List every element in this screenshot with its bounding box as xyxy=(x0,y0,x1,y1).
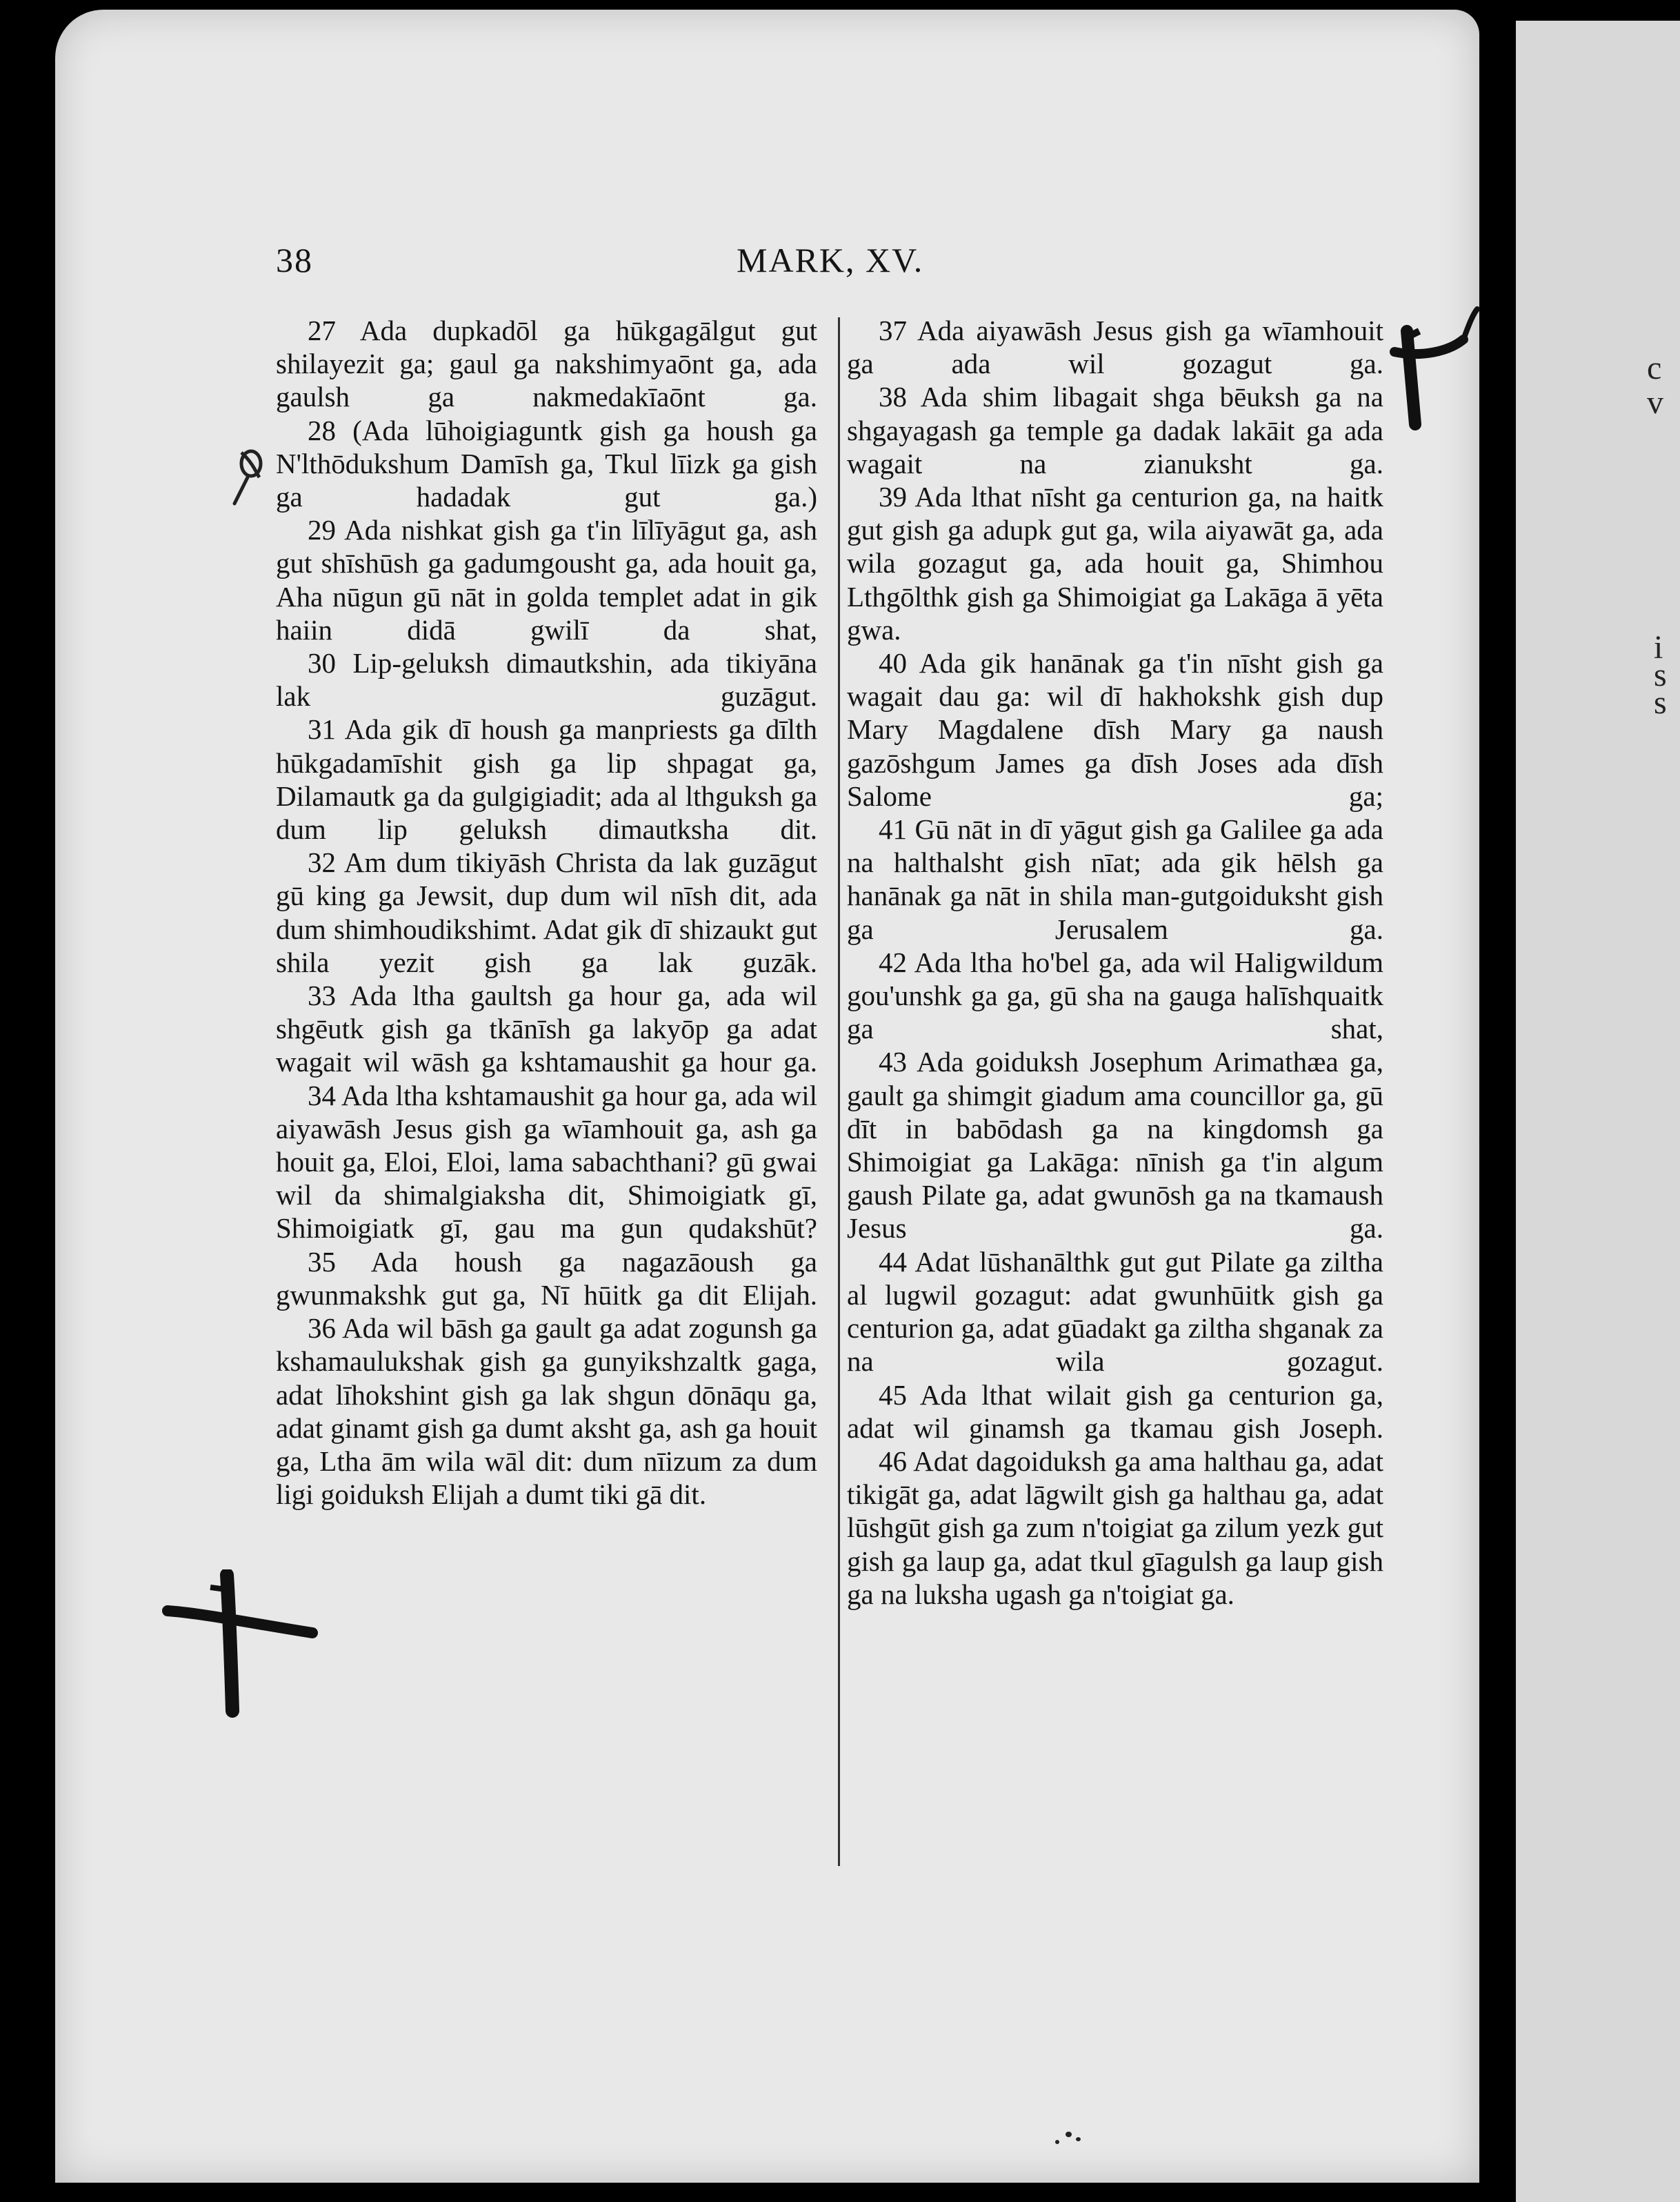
verse-32: 32 Am dum tikiyāsh Christa da lak guzāgut gū king ga Jewsit, dup dum wil nīsh dit, ada dum shimhoudikshimt. Adat gik dī shizaukt gut shila yezit gish ga lak guzāk. xyxy=(276,846,817,978)
column-divider xyxy=(838,317,840,1866)
verse-33: 33 Ada ltha gaultsh ga hour ga, ada wil shgēutk gish ga tkānīsh ga lakyōp ga adat wagait wil wāsh ga kshtamaushit ga hour ga. xyxy=(276,980,817,1078)
verse-43: 43 Ada goiduksh Josephum Arimathæa ga, gault ga shimgit giadum ama councillor ga, gū dīt in babōdash ga na kingdomsh ga Shimoigiat ga Lakāga: nīnish ga t'in algum gaush Pilate ga, adat gwunōsh ga na tkamaush Jesus ga. xyxy=(847,1046,1383,1244)
next-page-fragment: s xyxy=(1654,657,1667,693)
page-number: 38 xyxy=(276,241,313,279)
verse-37: 37 Ada aiyawāsh Jesus gish ga wīamhouit ga ada wil gozagut ga. xyxy=(847,315,1383,380)
verse-44: 44 Adat lūshanālthk gut gut Pilate ga ziltha al lugwil gozagut: adat gwunhūitk gish ga centurion ga, adat gūadakt ga ziltha shganak za na wila gozagut. xyxy=(847,1245,1383,1378)
handwritten-check-mark-icon xyxy=(1386,304,1490,435)
ink-speck xyxy=(1076,2137,1081,2141)
next-page-fragment: v xyxy=(1647,384,1663,421)
handwritten-cross-mark-icon xyxy=(162,1569,321,1721)
verse-31: 31 Ada gik dī housh ga manpriests ga dīlth hūkgadamīshit gish ga lip shpagat ga, Dilamautk ga da gulgigiadit; ada al lthguksh ga dum lip geluksh dimautksha dit. xyxy=(276,713,817,846)
verse-42: 42 Ada ltha ho'bel ga, ada wil Haligwildum gou'unshk ga ga, gū sha na gauga halīshquaitk ga shat, xyxy=(847,946,1383,1045)
next-page-fragment: c xyxy=(1647,350,1662,386)
verse-39: 39 Ada lthat nīsht ga centurion ga, na haitk gut gish ga adupk gut ga, wila aiyawāt ga, ada wila gozagut ga, ada houit ga, Shimhou Lthgōlthk gish ga Shimoigiat ga Lakāga ā yēta gwa. xyxy=(847,481,1383,646)
verse-36: 36 Ada wil bāsh ga gault ga adat zogunsh ga kshamaulukshak gish ga gunyikshzaltk gaga, adat līhokshint gish ga lak shgun dōnāqu ga, adat ginamt gish ga dumt aksht ga, ash ga houit ga, Ltha ām wila wāl dit: dum nīizum za dum ligi goiduksh Elijah a dumt tiki gā dit. xyxy=(276,1312,817,1511)
verse-30: 30 Lip-geluksh dimautkshin, ada tikiyāna lak guzāgut. xyxy=(276,647,817,713)
verse-45: 45 Ada lthat wilait gish ga centurion ga, adat wil ginamsh ga tkamau gish Joseph. xyxy=(847,1378,1383,1444)
verse-35: 35 Ada housh ga nagazāoush ga gwunmakshk gut ga, Nī hūitk ga dit Elijah. xyxy=(276,1245,817,1311)
verse-38: 38 Ada shim libagait shga bēuksh ga na shgayagash ga temple ga dadak lakāit ga ada wagait na zianuksht ga. xyxy=(847,381,1383,479)
ink-speck xyxy=(1055,2140,1059,2144)
right-column xyxy=(847,314,1383,1611)
next-page-fragment: i xyxy=(1654,629,1663,666)
verse-27: 27 Ada dupkadōl ga hūkgagālgut gut shilayezit ga; gaul ga nakshimyaōnt ga, ada gaulsh ga nakmedakīaōnt ga. xyxy=(276,315,817,413)
verse-28: 28 (Ada lūhoigiaguntk gish ga housh ga N'lthōdukshum Damīsh ga, Tkul līizk ga gish ga hadadak gut ga.) xyxy=(276,414,817,513)
ink-speck xyxy=(1066,2132,1072,2137)
next-page-fragment: s xyxy=(1654,684,1667,721)
running-title: MARK, XV. xyxy=(737,241,924,279)
verse-40: 40 Ada gik hanānak ga t'in nīsht gish ga wagait dau ga: wil dī hakhokshk gish dup Mary Magdalene dīsh Mary ga naush gazōshgum James ga dīsh Joses ada dīsh Salome ga; xyxy=(847,647,1383,812)
left-column xyxy=(276,314,817,1511)
verse-46: 46 Adat dagoiduksh ga ama halthau ga, adat tikigāt ga, adat lāgwilt gish ga halthau ga, adat lūshgūt gish ga zum n'toigiat ga zilum yezk gut gish ga laup ga, adat tkul gīagulsh ga laup gish ga na luksha ugash ga n'toigiat ga. xyxy=(847,1445,1383,1610)
next-page-edge xyxy=(1516,21,1680,2202)
verse-29: 29 Ada nishkat gish ga t'in līlīyāgut ga, ash gut shīshūsh ga gadumgousht ga, ada houit ga, Aha nūgun gū nāt in golda templet adat in gik haiin didā gwilī da shat, xyxy=(276,514,817,646)
handwritten-margin-note-icon xyxy=(228,442,276,510)
verse-34: 34 Ada ltha kshtamaushit ga hour ga, ada wil aiyawāsh Jesus gish ga wīamhouit ga, ash ga houit ga, Eloi, Eloi, lama sabachthani? gū gwai wil da shimalgiaksha dit, Shimoigiatk gī, Shimoigiatk gī, gau ma gun qudakshūt? xyxy=(276,1079,817,1244)
verse-41: 41 Gū nāt in dī yāgut gish ga Galilee ga ada na halthalsht gish nīat; ada gik hēlsh ga hanānak ga nāt in shila man-gutgoiduksht gish ga Jerusalem ga. xyxy=(847,813,1383,945)
